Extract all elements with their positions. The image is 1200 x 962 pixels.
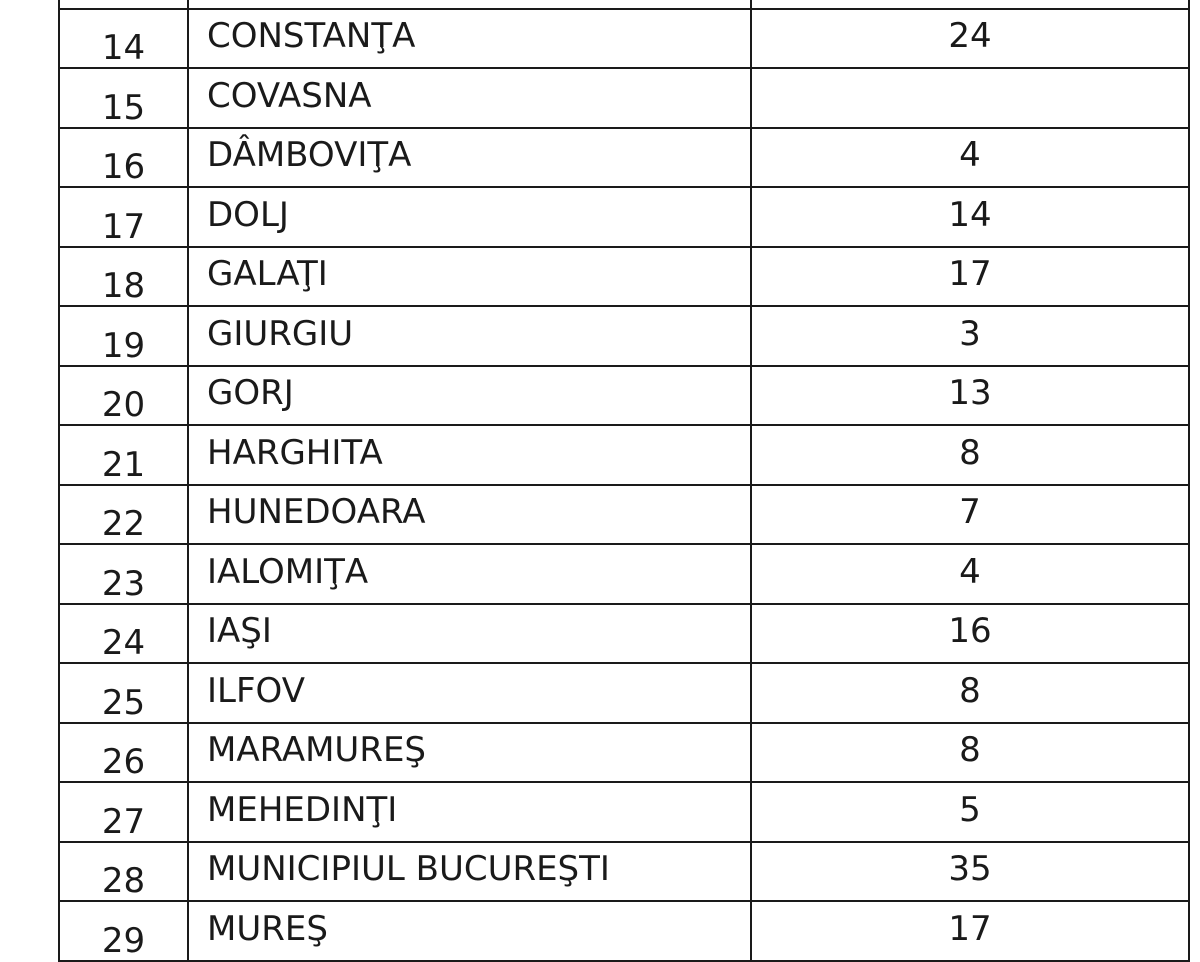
table-row bbox=[59, 9, 1189, 69]
row-number-cell: 21 bbox=[59, 425, 188, 485]
count-cell: 24 bbox=[751, 9, 1189, 69]
county-name-cell: MEHEDINŢI bbox=[188, 782, 751, 842]
table-row bbox=[59, 306, 1189, 366]
table-row bbox=[59, 782, 1189, 842]
table-row bbox=[59, 247, 1189, 307]
county-name-cell: GORJ bbox=[188, 366, 751, 426]
county-name-cell: GALAŢI bbox=[188, 247, 751, 307]
row-number-cell: 25 bbox=[59, 663, 188, 723]
count-cell: 5 bbox=[751, 782, 1189, 842]
county-name-cell bbox=[188, 0, 751, 9]
count-cell: 14 bbox=[751, 187, 1189, 247]
count-cell: 17 bbox=[751, 247, 1189, 307]
county-name-cell: DOLJ bbox=[188, 187, 751, 247]
table-row bbox=[59, 0, 1189, 9]
row-number-cell: 28 bbox=[59, 842, 188, 902]
table-row bbox=[59, 901, 1189, 961]
county-name-cell: MUREŞ bbox=[188, 901, 751, 961]
county-name-cell: MUNICIPIUL BUCUREŞTI bbox=[188, 842, 751, 902]
row-number-cell: 27 bbox=[59, 782, 188, 842]
row-number-cell: 20 bbox=[59, 366, 188, 426]
row-number-cell: 22 bbox=[59, 485, 188, 545]
count-cell: 4 bbox=[751, 128, 1189, 188]
row-number-cell: 26 bbox=[59, 723, 188, 783]
count-cell: 8 bbox=[751, 723, 1189, 783]
row-number-cell: 24 bbox=[59, 604, 188, 664]
county-name-cell: ILFOV bbox=[188, 663, 751, 723]
table-row bbox=[59, 425, 1189, 485]
table-row bbox=[59, 842, 1189, 902]
row-number-cell: 15 bbox=[59, 68, 188, 128]
county-table-body bbox=[59, 0, 1189, 961]
county-name-cell: COVASNA bbox=[188, 68, 751, 128]
row-number-cell: 29 bbox=[59, 901, 188, 961]
county-name-cell: DÂMBOVIŢA bbox=[188, 128, 751, 188]
count-cell bbox=[751, 68, 1189, 128]
table-row bbox=[59, 723, 1189, 783]
row-number-cell: 14 bbox=[59, 9, 188, 69]
count-cell: 17 bbox=[751, 901, 1189, 961]
county-name-cell: IALOMIŢA bbox=[188, 544, 751, 604]
count-cell: 13 bbox=[751, 366, 1189, 426]
count-cell: 3 bbox=[751, 306, 1189, 366]
row-number-cell: 16 bbox=[59, 128, 188, 188]
table-row bbox=[59, 544, 1189, 604]
table-row bbox=[59, 187, 1189, 247]
table-row bbox=[59, 663, 1189, 723]
row-number-cell: 18 bbox=[59, 247, 188, 307]
table-row bbox=[59, 604, 1189, 664]
table-row bbox=[59, 68, 1189, 128]
count-cell: 16 bbox=[751, 604, 1189, 664]
row-number-cell: 23 bbox=[59, 544, 188, 604]
county-table bbox=[58, 0, 1190, 962]
table-row bbox=[59, 128, 1189, 188]
row-number-cell bbox=[59, 0, 188, 9]
count-cell: 8 bbox=[751, 663, 1189, 723]
row-number-cell: 19 bbox=[59, 306, 188, 366]
table-row bbox=[59, 366, 1189, 426]
county-name-cell: MARAMUREŞ bbox=[188, 723, 751, 783]
count-cell: 4 bbox=[751, 544, 1189, 604]
county-name-cell: HARGHITA bbox=[188, 425, 751, 485]
county-name-cell: IAŞI bbox=[188, 604, 751, 664]
count-cell: 7 bbox=[751, 485, 1189, 545]
county-name-cell: HUNEDOARA bbox=[188, 485, 751, 545]
count-cell: 8 bbox=[751, 425, 1189, 485]
count-cell bbox=[751, 0, 1189, 9]
county-name-cell: CONSTANŢA bbox=[188, 9, 751, 69]
row-number-cell: 17 bbox=[59, 187, 188, 247]
count-cell: 35 bbox=[751, 842, 1189, 902]
county-name-cell: GIURGIU bbox=[188, 306, 751, 366]
table-row bbox=[59, 485, 1189, 545]
